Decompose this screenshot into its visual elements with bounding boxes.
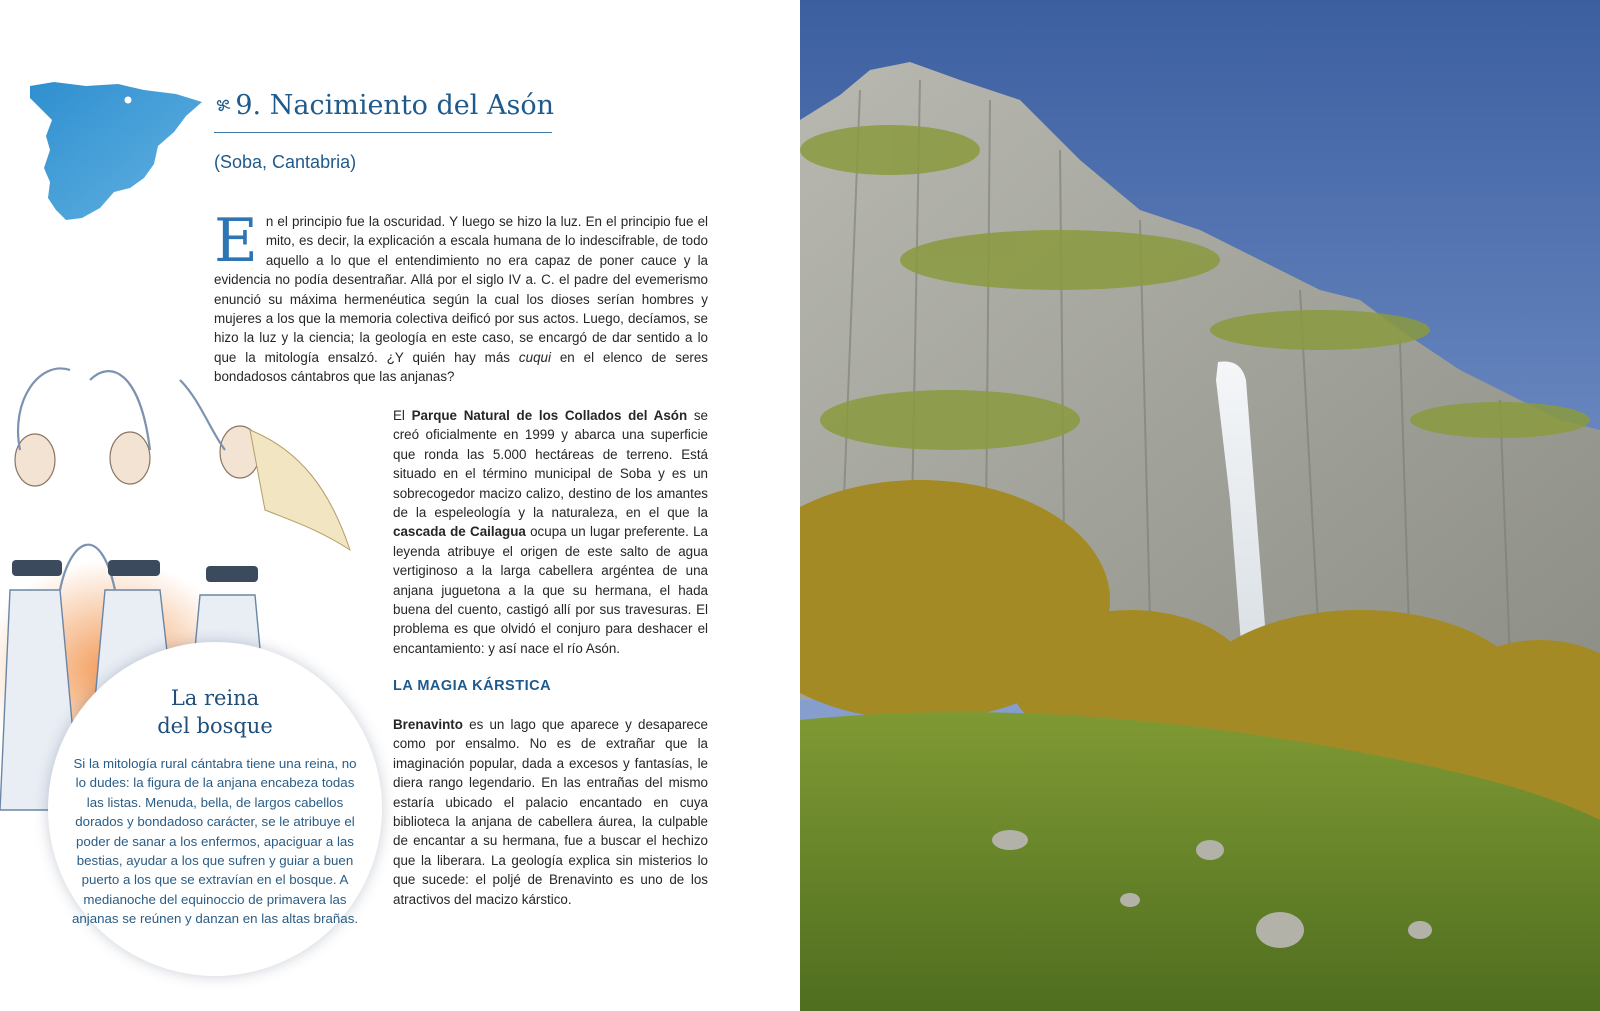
intro-paragraph: En el principio fue la oscuridad. Y luego se hizo la luz. En el principio fue el mito, es decir, la explicación a escala humana de lo indescifrable, de todo aquello a lo que el entendimiento no era capaz de poner cauce y la evidencia no podía desentrañar. Allá por el siglo IV a. C. el padre del evemerismo enunció su máxima hermenéutica según la cual los dioses serían hombres y mujeres a los que la memoria colectiva deificó por sus actos. Luego, decíamos, se hizo la luz y la ciencia; la geología en este caso, se encargó de dar sentido a lo que la mitología ensalzó. ¿Y quién hay más cuqui en el elenco de seres bondadosos cántabros que las anjanas?: [214, 206, 708, 385]
page-subtitle: (Soba, Cantabria): [214, 152, 357, 172]
parque-paragraph: El Parque Natural de los Collados del Asón se creó oficialmente en 1999 y abarca una superficie que ronda las 5.000 hectáreas de terreno. Está situado en el término municipal de Soba y es un sobrecogedor macizo calizo, destino de los amantes de la espeleología y la naturaleza, en el que la cascada de Cailagua ocupa un lugar preferente. La leyenda atribuye el origen de este salto de agua vertiginoso a la larga cabellera argéntea de una anjana juguetona a la que su hermana, el hada buena del cuento, castigó allí por sus travesuras. El problema es que olvidó el conjuro para deshacer el encantamiento: y así nace el río Asón.: [393, 408, 708, 656]
magia-paragraph: Brenavinto es un lago que aparece y desaparece como por ensalmo. No es de extrañar que la imaginación popular, dada a excesos y fantasías, le diera rango legendario. En las entrañas del mismo estaría ubicado el palacio encantado en cuya biblioteca la anjana de cabellera áurea, la culpable de encantar a su hermana, fue a buscar el hechizo que la liberara. La geología explica sin misterios lo que sucede: el poljé de Brenavinto es uno de los atractivos del macizo kárstico.: [393, 717, 708, 907]
right-page: [800, 0, 1600, 1011]
sidebar-title: La reina del bosque: [157, 686, 273, 738]
title-divider: [214, 132, 552, 133]
chapter-header: [214, 80, 554, 130]
sidebar-bubble: [48, 642, 382, 976]
waterfall-photo: [800, 0, 1600, 1011]
spain-map-icon: [26, 80, 206, 230]
triskel-ornament-icon: [214, 87, 231, 123]
drop-cap: E: [214, 206, 258, 276]
section-heading: LA MAGIA KÁRSTICA: [393, 678, 552, 694]
page-title: 9. Nacimiento del Asón: [235, 89, 554, 121]
sidebar-text: Si la mitología rural cántabra tiene una reina, no lo dudes: la figura de la anjana encabeza todas las listas. Menuda, bella, de largos cabellos dorados y bondadoso carácter, se le atribuye el poder de sanar a los enfermos, apaciguar a las bestias, ayudar a los que sufren y guiar a buen puerto a los que se extravían en el bosque. A medianoche del equinoccio de primavera las anjanas se reúnen y danzan en las altas brañas.: [71, 756, 359, 927]
